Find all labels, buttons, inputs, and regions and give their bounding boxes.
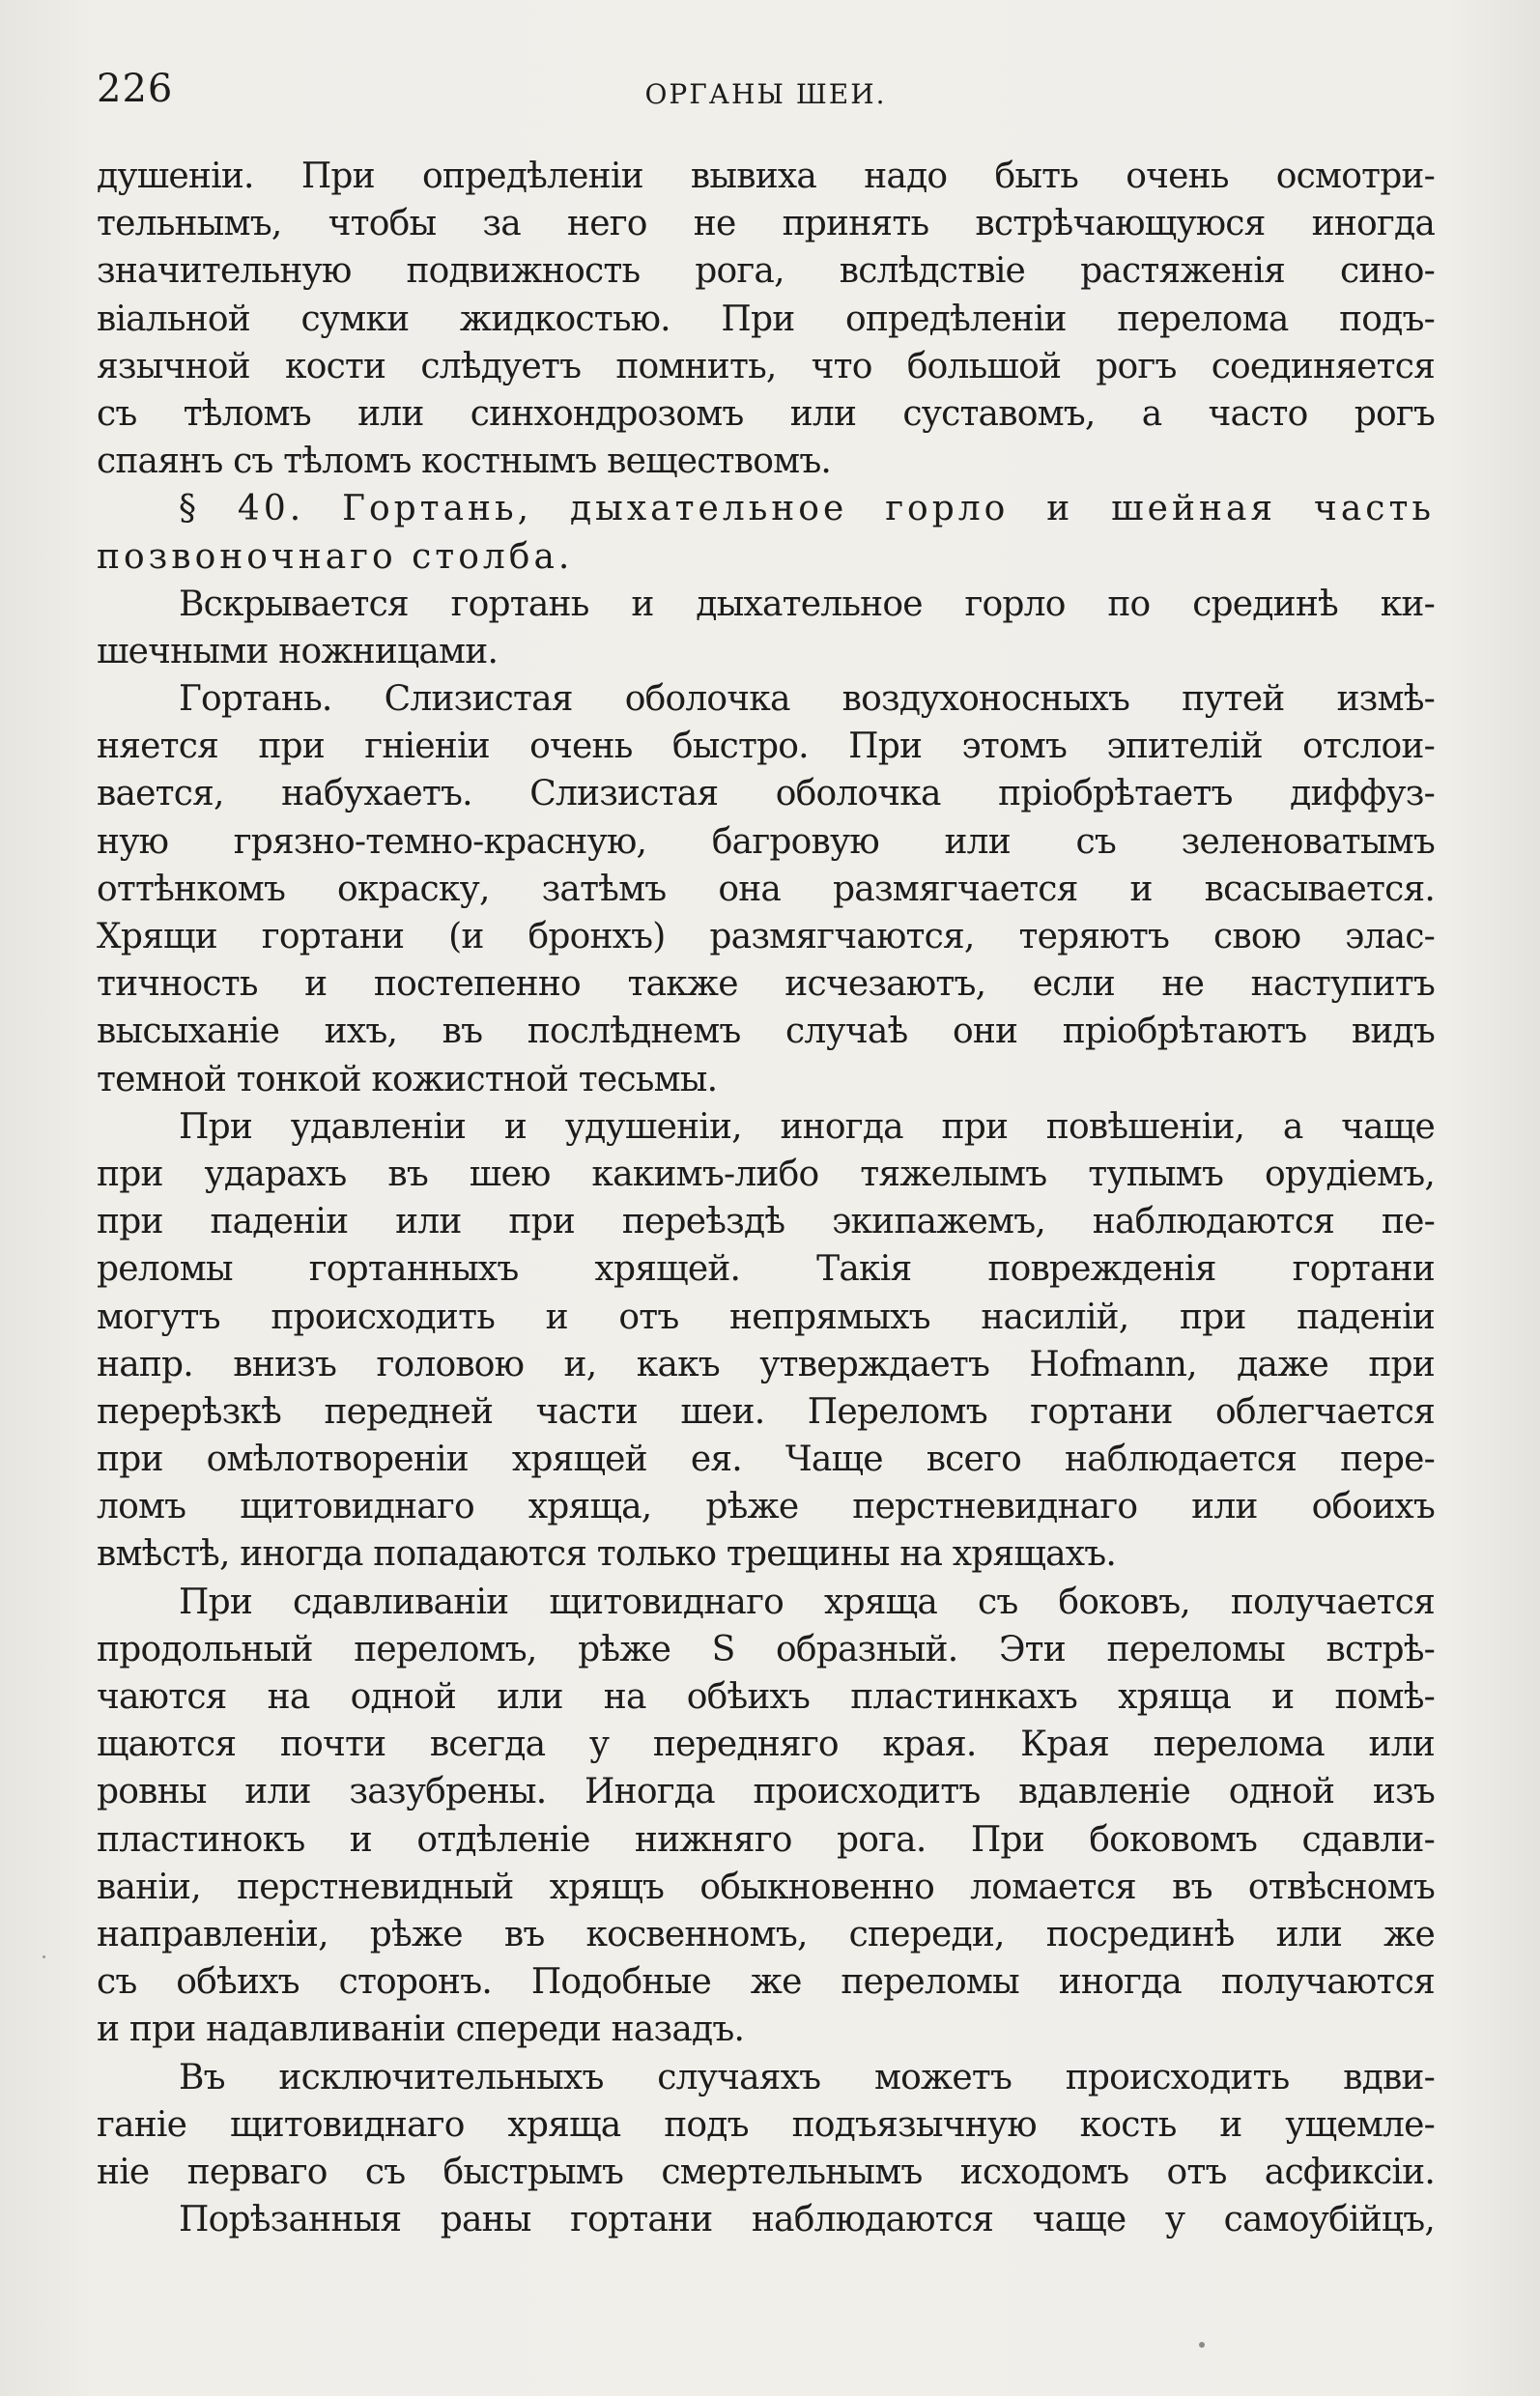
text-line: съ тѣломъ или синхондрозомъ или суставомъ, а часто рогъ — [97, 393, 1435, 434]
text-line: при ударахъ въ шею какимъ-либо тяжелымъ тупымъ орудіемъ, — [97, 1154, 1435, 1194]
section-heading-continued: позвоночнаго столба. — [97, 536, 574, 577]
text-line: направленіи, рѣже въ косвенномъ, спереди, посрединѣ или же — [97, 1914, 1435, 1954]
text-line: ровны или зазубрены. Иногда происходитъ вдавленіе одной изъ — [97, 1772, 1435, 1812]
text-line: реломы гортанныхъ хрящей. Такія поврежденія гортани — [97, 1249, 1435, 1290]
text-line: при омѣлотвореніи хрящей ея. Чаще всего наблюдается пере- — [97, 1440, 1435, 1480]
text-line: ніе перваго съ быстрымъ смертельнымъ исходомъ отъ асфиксіи. — [97, 2152, 1435, 2192]
text-line: Хрящи гортани (и бронхъ) размягчаются, теряютъ свою элас- — [97, 917, 1435, 956]
text-line: продольный переломъ, рѣже S образный. Эти переломы встрѣ- — [97, 1629, 1435, 1669]
text-line: няется при гніеніи очень быстро. При этомъ эпителій отслои- — [97, 727, 1435, 767]
text-line: шечными ножницами. — [97, 631, 499, 671]
text-line: віальной сумки жидкостью. При опредѣленіи перелома подъ- — [97, 299, 1435, 339]
text-line: язычной кости слѣдуетъ помнить, что большой рогъ соединяется — [97, 346, 1435, 386]
text-line: спаянъ съ тѣломъ костнымъ веществомъ. — [97, 442, 832, 482]
text-line: ломъ щитовиднаго хряща, рѣже перстневиднаго или обоихъ — [97, 1487, 1435, 1527]
text-line: перерѣзкѣ передней части шеи. Переломъ гортани облегчается — [97, 1391, 1435, 1432]
text-line: оттѣнкомъ окраску, затѣмъ она размягчается и всасывается. — [97, 869, 1435, 909]
text-line: вмѣстѣ, иногда попадаются только трещины на хрящахъ. — [97, 1534, 1117, 1575]
text-line: пластинокъ и отдѣленіе нижняго рога. При боковомъ сдавли- — [97, 1819, 1435, 1860]
body-text — [97, 153, 1435, 2243]
page-number: 226 — [97, 67, 174, 111]
paper-speck — [1199, 2342, 1205, 2348]
text-line: Гортань. Слизистая оболочка воздухоносныхъ путей измѣ- — [179, 679, 1435, 720]
text-line: ваніи, перстневидный хрящъ обыкновенно ломается въ отвѣсномъ — [97, 1867, 1435, 1907]
text-line: высыханіе ихъ, въ послѣднемъ случаѣ они пріобрѣтаютъ видъ — [97, 1012, 1435, 1052]
running-head: ОРГАНЫ ШЕИ. — [644, 78, 887, 110]
text-line: душеніи. При опредѣленіи вывиха надо быть очень осмотри- — [97, 157, 1435, 196]
text-line: значительную подвижность рога, вслѣдствіе растяженія сино- — [97, 251, 1435, 292]
text-line: напр. внизъ головою и, какъ утверждаетъ Hofmann, даже при — [97, 1344, 1435, 1384]
text-line: темной тонкой кожистной тесьмы. — [97, 1059, 718, 1099]
text-line: Вскрывается гортань и дыхательное горло по срединѣ ки- — [179, 584, 1435, 624]
text-line: ганіе щитовиднаго хряща подъ подъязычную кость и ущемле- — [97, 2104, 1435, 2145]
text-line: При сдавливаніи щитовиднаго хряща съ боковъ, получается — [179, 1582, 1435, 1622]
text-line: тичность и постепенно также исчезаютъ, если не наступитъ — [97, 964, 1435, 1005]
text-line: тельнымъ, чтобы за него не принять встрѣчающуюся иногда — [97, 204, 1435, 244]
text-line: ную грязно-темно-красную, багровую или съ зеленоватымъ — [97, 821, 1435, 862]
text-line: Въ исключительныхъ случаяхъ можетъ происходить вдви- — [179, 2057, 1435, 2097]
section-heading: § 40. Гортань, дыхательное горло и шейная часть — [179, 489, 1435, 529]
text-line: щаются почти всегда у передняго края. Края перелома или — [97, 1725, 1435, 1765]
text-line: Порѣзанныя раны гортани наблюдаются чаще у самоубійцъ, — [179, 2200, 1435, 2240]
text-line: и при надавливаніи спереди назадъ. — [97, 2010, 745, 2050]
text-line: съ обѣихъ сторонъ. Подобные же переломы иногда получаются — [97, 1962, 1435, 2003]
text-line: чаются на одной или на обѣихъ пластинкахъ хряща и помѣ- — [97, 1677, 1435, 1717]
page-header — [97, 60, 1435, 118]
paper-speck — [43, 1955, 45, 1958]
text-line: могутъ происходить и отъ непрямыхъ насилій, при паденіи — [97, 1297, 1435, 1337]
text-line: При удавленіи и удушеніи, иногда при повѣшеніи, а чаще — [179, 1106, 1435, 1147]
text-line: вается, набухаетъ. Слизистая оболочка пріобрѣтаетъ диффуз- — [97, 774, 1435, 814]
text-line: при паденіи или при переѣздѣ экипажемъ, наблюдаются пе- — [97, 1202, 1435, 1242]
